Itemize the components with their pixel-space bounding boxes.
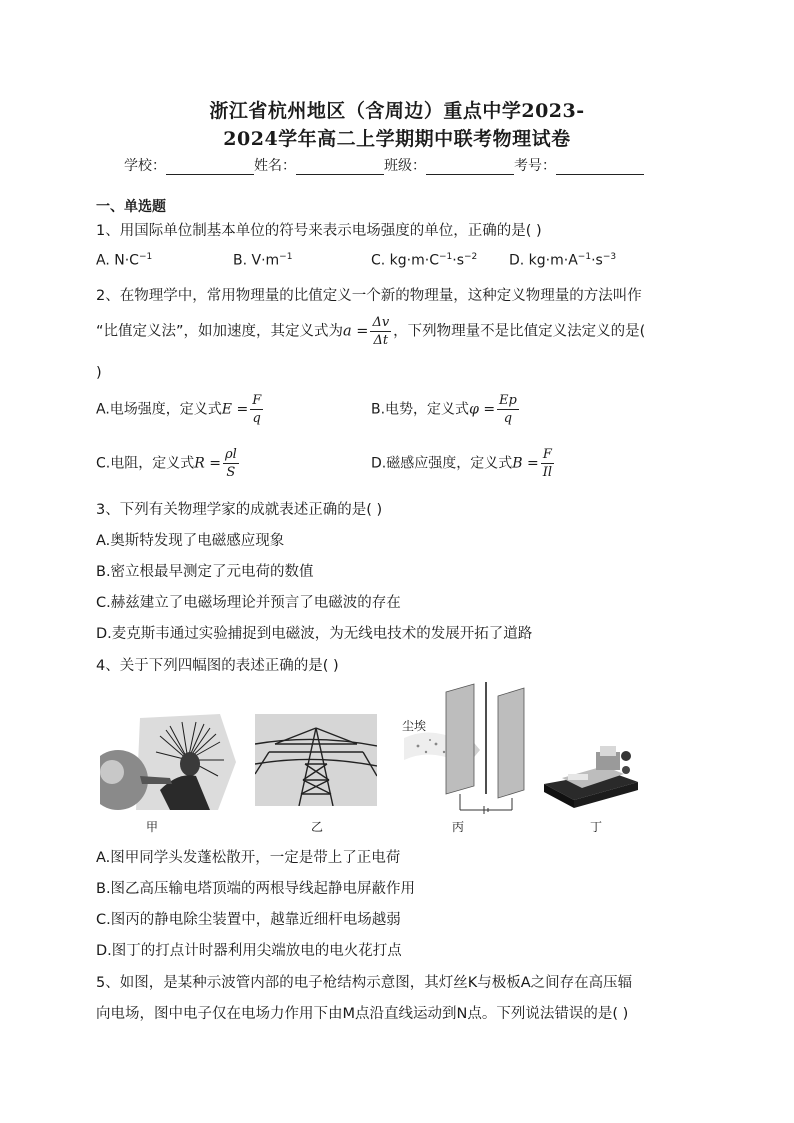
q5-stem-line1: 5、如图，是某种示波管内部的电子枪结构示意图，其灯丝K与极板A之间存在高压辐 <box>96 975 633 991</box>
q4-option-a: A.图甲同学头发蓬松散开，一定是带上了正电荷 <box>96 850 401 866</box>
figure-caption-bing: 丙 <box>452 820 465 834</box>
q3-option-a: A.奥斯特发现了电磁感应现象 <box>96 533 285 549</box>
name-label: 姓名： <box>254 158 296 174</box>
figure-ding-spark-timer-image <box>540 738 640 812</box>
exam-title-line2: 2024学年高二上学期期中联考物理试卷 <box>223 128 571 150</box>
q2-stem-line1: 2、在物理学中，常用物理量的比值定义一个新的物理量，这种定义物理量的方法叫作 <box>96 288 642 304</box>
number-label: 考号： <box>514 158 556 174</box>
class-blank[interactable] <box>426 158 514 175</box>
school-label: 学校： <box>124 158 166 174</box>
q2-option-a: A.电场强度，定义式E = $\frac{F}{q}$ <box>96 393 262 426</box>
dust-label: 尘埃 <box>402 719 427 733</box>
figure-caption-jia: 甲 <box>146 820 159 834</box>
q5-stem-line2: 向电场，图中电子仅在电场力作用下由M点沿直线运动到N点。下列说法错误的是( ) <box>96 1006 629 1022</box>
q4-option-c: C.图丙的静电除尘装置中，越靠近细杆电场越弱 <box>96 912 401 928</box>
q4-option-b: B.图乙高压输电塔顶端的两根导线起静电屏蔽作用 <box>96 881 416 897</box>
section-heading: 一、单选题 <box>96 199 166 215</box>
q2-stem-line3: ) <box>96 365 102 381</box>
school-blank[interactable] <box>166 158 254 175</box>
q2-stem-line2: “比值定义法”，如加速度，其定义式为a = $\frac{\Delta v}{\Delta t}$ ，下列物理量不是比值定义法定义的是( <box>96 315 646 348</box>
q3-stem: 3、下列有关物理学家的成就表述正确的是( ) <box>96 502 383 518</box>
figure-jia-hair-image <box>100 712 236 812</box>
q4-option-d: D.图丁的打点计时器利用尖端放电的电火花打点 <box>96 943 402 959</box>
student-info-row <box>124 155 644 175</box>
name-blank[interactable] <box>296 158 384 175</box>
figure-caption-ding: 丁 <box>590 820 603 834</box>
q3-option-d: D.麦克斯韦通过实验捕捉到电磁波，为无线电技术的发展开拓了道路 <box>96 626 533 642</box>
q1-stem: 1、用国际单位制基本单位的符号来表示电场强度的单位，正确的是( ) <box>96 223 542 239</box>
q3-option-c: C.赫兹建立了电磁场理论并预言了电磁波的存在 <box>96 595 401 611</box>
q1-option-b: B. $V\cdot m^{-1}$ <box>233 252 293 269</box>
number-blank[interactable] <box>556 158 644 175</box>
exam-title-line1: 浙江省杭州地区（含周边）重点中学2023- <box>209 100 585 122</box>
class-label: 班级： <box>384 158 426 174</box>
figure-bing-dust-precipitator-image <box>400 682 530 814</box>
q2-option-b: B.电势，定义式φ = $\frac{Ep}{q}$ <box>371 393 517 426</box>
figure-caption-yi: 乙 <box>311 820 324 834</box>
q4-stem: 4、关于下列四幅图的表述正确的是( ) <box>96 658 339 674</box>
fraction-a-def: $\frac{\Delta v}{\Delta t}$ <box>372 315 390 348</box>
q1-option-c: C. $kg\cdot m\cdot C^{-1}\cdot s^{-2}$ <box>371 252 478 269</box>
q3-option-b: B.密立根最早测定了元电荷的数值 <box>96 564 314 580</box>
q2-option-d: D.磁感应强度，定义式B = $\frac{F}{Il}$ <box>371 447 552 480</box>
q1-option-d: D. $kg\cdot m\cdot A^{-1}\cdot s^{-3}$ <box>509 252 617 269</box>
q2-option-c: C.电阻，定义式R = $\frac{\rho l}{S}$ <box>96 447 237 480</box>
q1-option-a: A. $N\cdot C^{-1}$ <box>96 252 153 269</box>
figure-yi-power-tower-image <box>255 714 377 806</box>
